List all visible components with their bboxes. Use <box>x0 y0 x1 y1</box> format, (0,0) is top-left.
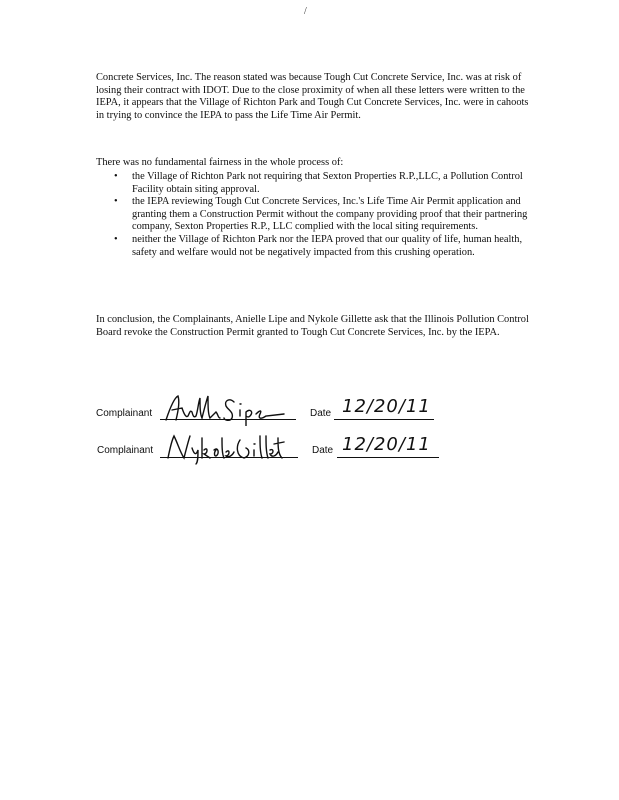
list-item-text: the IEPA reviewing Tough Cut Concrete Services, Inc.'s Life Time Air Permit application and granting them a Construction Permit without the company providing proof that their partnering company, Sexton Properties R.P., LLC complied with the local siting requirements. <box>132 196 528 233</box>
complainant-label: Complainant <box>96 408 153 419</box>
bullet-icon: • <box>114 196 118 208</box>
date-label: Date <box>310 408 332 419</box>
bullet-icon: • <box>114 233 118 245</box>
bullet-icon: • <box>114 171 118 182</box>
paragraph-intro: Concrete Services, Inc. The reason stated was because Tough Cut Concrete Service, Inc. was at risk of losing their contract with IDOT. Due to the close proximity of when all these letters were written to the IEPA, it appears that the Village of Richton Park and Tough Cut Concrete Services, Inc. were in cahoots in trying to convince the IEPA to pass the Life Time Air Permit. <box>96 72 529 121</box>
list-item <box>96 196 536 234</box>
list-item <box>96 234 536 259</box>
date-value-handwritten: 12/20/11 <box>342 434 431 455</box>
fairness-list <box>96 171 536 259</box>
paragraph-conclusion: In conclusion, the Complainants, Anielle Lipe and Nykole Gillette ask that the Illinois Pollution Control Board revoke the Construction Permit granted to Tough Cut Concrete Services, Inc. by the IEPA. <box>96 314 529 338</box>
paragraph-fairness: There was no fundamental fairness in the whole process of: <box>96 157 344 168</box>
date-label: Date <box>312 445 334 456</box>
complainant-label: Complainant <box>97 445 154 456</box>
signature-anielle-lipe <box>160 392 288 426</box>
list-item <box>96 171 536 196</box>
list-item-text: neither the Village of Richton Park nor the IEPA proved that our quality of life, human health, safety and welfare would not be negatively impacted from this crushing operation. <box>132 233 523 258</box>
date-value-handwritten: 12/20/11 <box>342 396 431 417</box>
list-item-text: the Village of Richton Park not requiring that Sexton Properties R.P.,LLC, a Pollution Control Facility obtain siting approval. <box>132 171 523 195</box>
page-mark: / <box>304 6 307 17</box>
signature-nykole-gillette <box>164 432 286 466</box>
